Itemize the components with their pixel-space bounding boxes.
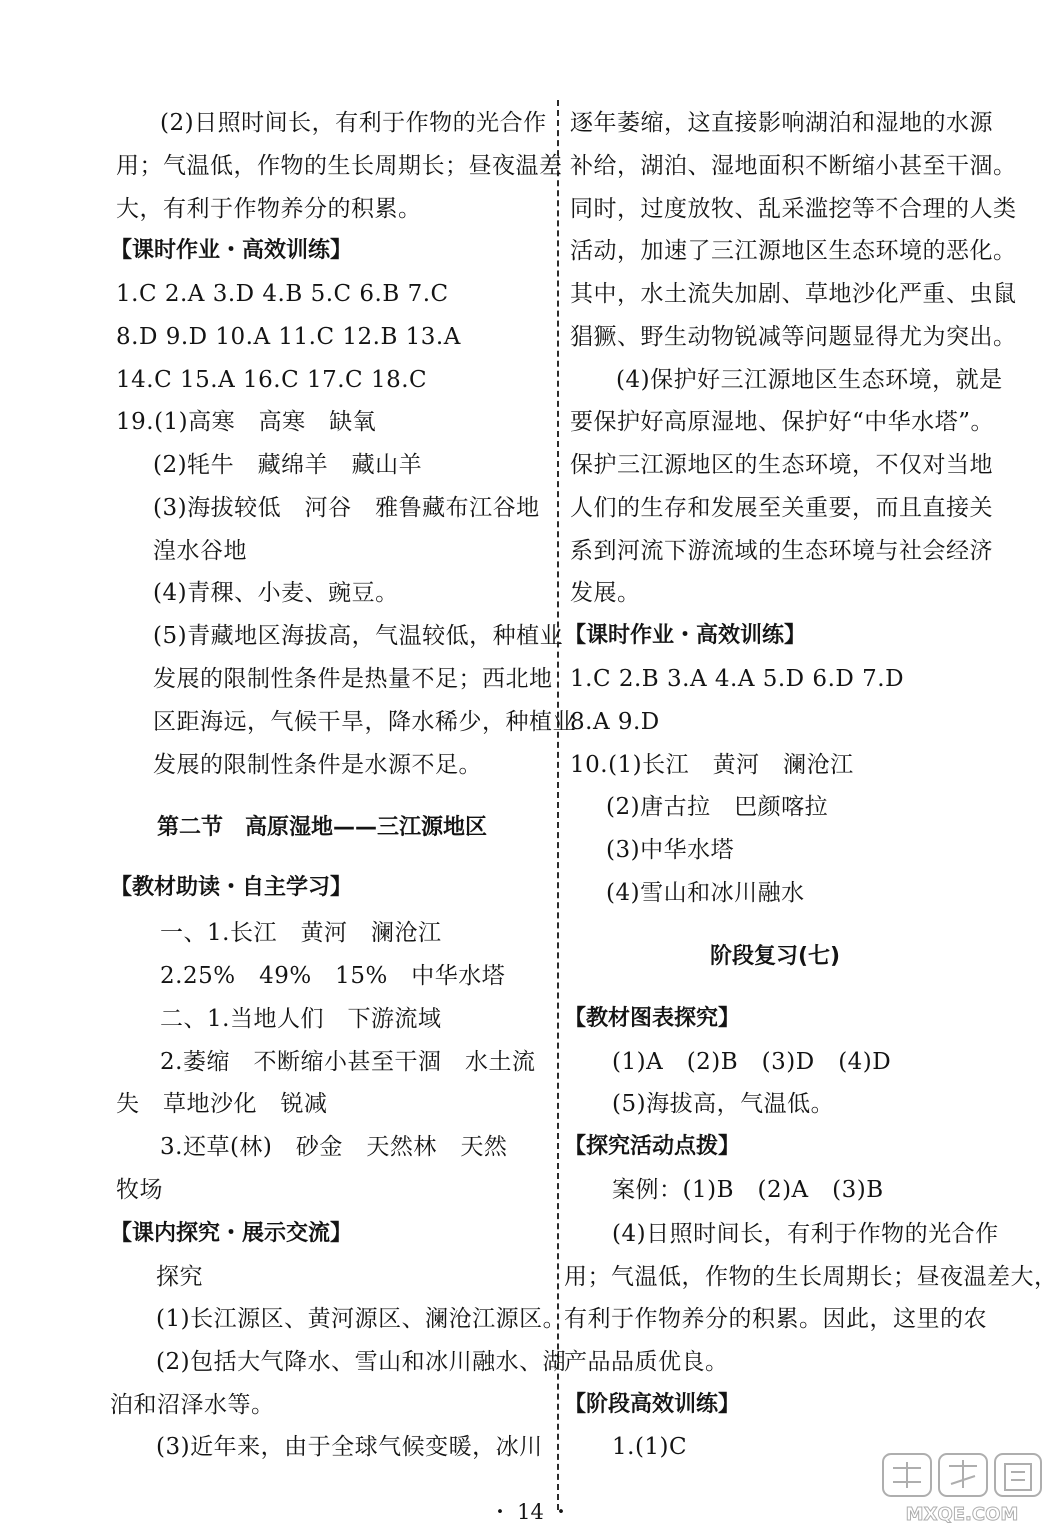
answer-line: (4)日照时间长，有利于作物的光合作: [612, 1221, 999, 1247]
answer-line: 1.C 2.B 3.A 4.A 5.D 6.D 7.D: [570, 666, 905, 692]
answer-line: 湟水谷地: [153, 538, 247, 564]
answer-line: (3)海拔较低 河谷 雅鲁藏布江谷地: [153, 495, 540, 521]
paragraph-line: 保护三江源地区的生态环境，不仅对当地: [570, 452, 993, 478]
answer-line: 发展的限制性条件是热量不足；西北地: [153, 666, 553, 692]
paragraph-line: 补给，湖泊、湿地面积不断缩小甚至干涸。: [570, 153, 1017, 179]
answer-line: (1)A (2)B (3)D (4)D: [612, 1049, 892, 1075]
answer-line: 有利于作物养分的积累。因此，这里的农: [564, 1306, 987, 1332]
answer-line: 区距海远，气候干旱，降水稀少，种植业: [153, 709, 576, 735]
answer-line: (5)海拔高，气温低。: [612, 1091, 835, 1117]
answer-line: (2)包括大气降水、雪山和冰川融水、湖: [156, 1349, 567, 1375]
answer-line: 14.C 15.A 16.C 17.C 18.C: [116, 367, 428, 393]
section-heading: 【课时作业・高效训练】: [564, 623, 807, 648]
paragraph-line: 活动，加速了三江源地区生态环境的恶化。: [570, 238, 1017, 264]
paragraph-line: (2)日照时间长，有利于作物的光合作: [160, 110, 547, 136]
svg-text:MXQE.COM: MXQE.COM: [905, 1504, 1019, 1525]
section-title: 阶段复习(七): [710, 944, 841, 969]
answer-line: 一、1.长江 黄河 澜沧江: [160, 920, 442, 946]
section-heading: 【教材图表探究】: [564, 1006, 741, 1031]
paragraph-line: 其中，水土流失加剧、草地沙化严重、虫鼠: [570, 281, 1017, 307]
answer-line: 3.还草(林) 砂金 天然林 天然: [160, 1134, 508, 1160]
section-title: 第二节 高原湿地——三江源地区: [157, 815, 488, 840]
paragraph-line: 发展。: [570, 580, 641, 606]
section-heading: 【探究活动点拨】: [564, 1134, 741, 1159]
answer-line: 8.A 9.D: [570, 709, 660, 735]
paragraph-line: 用；气温低，作物的生长周期长；昼夜温差: [116, 153, 563, 179]
section-heading: 【课内探究・展示交流】: [110, 1221, 353, 1246]
paragraph-line: 逐年萎缩，这直接影响湖泊和湿地的水源: [570, 110, 993, 136]
paragraph-line: 大，有利于作物养分的积累。: [116, 196, 422, 222]
answer-line: 2.萎缩 不断缩小甚至干涸 水土流: [160, 1049, 536, 1075]
subheading: 探究: [156, 1264, 203, 1290]
answer-line: 案例：(1)B (2)A (3)B: [612, 1177, 884, 1203]
paragraph-line: 人们的生存和发展至关重要，而且直接关: [570, 495, 993, 521]
watermark-logo: [877, 1448, 1047, 1528]
answer-line: (4)青稞、小麦、豌豆。: [153, 580, 399, 606]
answer-line: 1.C 2.A 3.D 4.B 5.C 6.B 7.C: [116, 281, 449, 307]
page-number: ・ 14 ・: [489, 1500, 572, 1524]
section-heading: 【课时作业・高效训练】: [110, 238, 353, 263]
section-heading: 【阶段高效训练】: [564, 1392, 741, 1417]
paragraph-line: 猖獗、野生动物锐减等问题显得尤为突出。: [570, 324, 1017, 350]
answer-line: 用；气温低，作物的生长周期长；昼夜温差大，: [564, 1264, 1058, 1290]
paragraph-line: (4)保护好三江源地区生态环境，就是: [616, 367, 1003, 393]
answer-line: 牧场: [116, 1177, 163, 1203]
answer-line: 发展的限制性条件是水源不足。: [153, 752, 482, 778]
answer-line: (2)牦牛 藏绵羊 藏山羊: [153, 452, 423, 478]
paragraph-line: 要保护好高原湿地、保护好“中华水塔”。: [570, 409, 995, 435]
paragraph-line: 系到河流下游流域的生态环境与社会经济: [570, 538, 993, 564]
answer-line: (4)雪山和冰川融水: [606, 880, 805, 906]
answer-line: (3)中华水塔: [606, 837, 735, 863]
answer-line: 8.D 9.D 10.A 11.C 12.B 13.A: [116, 324, 461, 350]
paragraph-line: 同时，过度放牧、乱采滥挖等不合理的人类: [570, 196, 1017, 222]
answer-line: 产品品质优良。: [564, 1349, 729, 1375]
answer-line: 泊和沼泽水等。: [110, 1392, 275, 1418]
answer-line: 10.(1)长江 黄河 澜沧江: [570, 752, 854, 778]
answer-line: 19.(1)高寒 高寒 缺氧: [116, 409, 377, 435]
answer-line: 二、1.当地人们 下游流域: [160, 1006, 442, 1032]
answer-line: (5)青藏地区海拔高，气温较低，种植业: [153, 623, 564, 649]
section-heading: 【教材助读・自主学习】: [110, 875, 353, 900]
answer-line: 2.25% 49% 15% 中华水塔: [160, 963, 506, 989]
answer-line: (1)长江源区、黄河源区、澜沧江源区。: [156, 1306, 567, 1332]
column-divider: [557, 100, 559, 1510]
answer-line: (3)近年来，由于全球气候变暖，冰川: [156, 1434, 543, 1460]
answer-line: 1.(1)C: [612, 1434, 688, 1460]
answer-line: (2)唐古拉 巴颜喀拉: [606, 794, 829, 820]
answer-line: 失 草地沙化 锐减: [116, 1091, 328, 1117]
